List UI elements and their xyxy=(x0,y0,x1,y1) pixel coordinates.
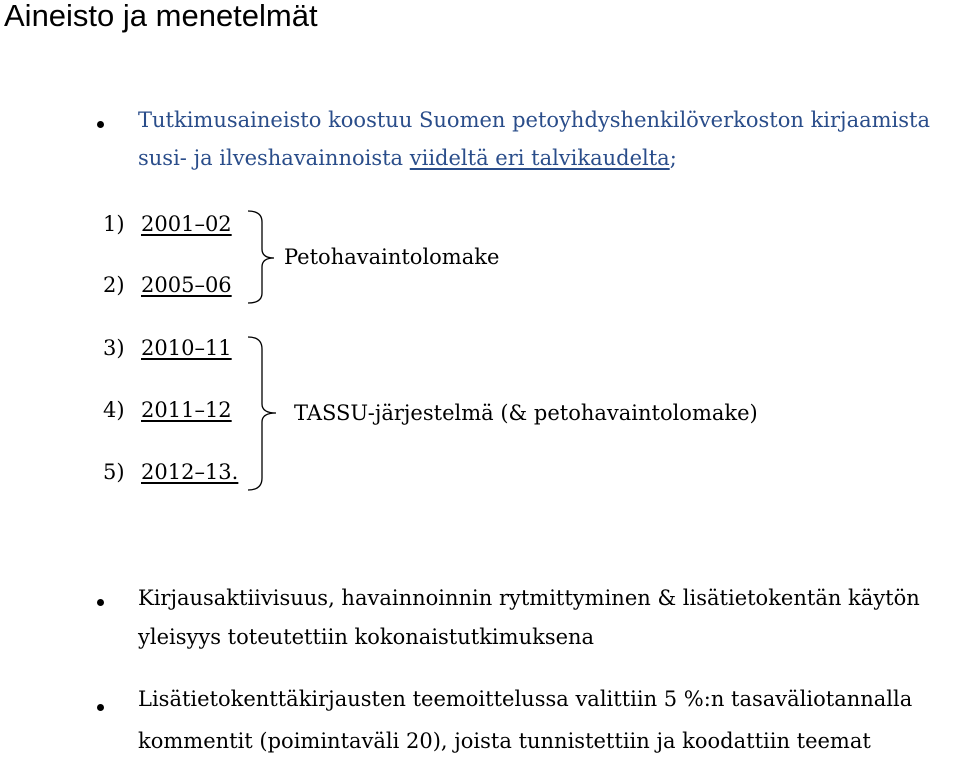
bullet3-line1: Lisätietokenttäkirjausten teemoittelussa valittiin 5 %:n tasaväliotannalla xyxy=(138,687,913,711)
season-number-4: 4) xyxy=(103,398,125,422)
season-number-2: 2) xyxy=(103,273,125,297)
group-label-first: Petohavaintolomake xyxy=(284,245,500,269)
bullet2-line2: yleisyys toteutettiin kokonaistutkimuksena xyxy=(138,625,595,649)
bullet-dot-2 xyxy=(97,599,104,606)
bullet1-line1: Tutkimusaineisto koostuu Suomen petoyhdyshenkilöverkoston kirjaamista xyxy=(138,108,930,132)
bullet1-line2-underlined: viideltä eri talvikaudelta xyxy=(409,146,670,170)
season-number-1: 1) xyxy=(103,212,125,236)
brace-top xyxy=(248,211,274,303)
bullet3-line2: kommentit (poimintaväli 20), joista tunnistettiin ja koodattiin teemat xyxy=(138,729,871,753)
season-number-5: 5) xyxy=(103,460,125,484)
bullet1-line2-pre: susi- ja ilveshavainnoista xyxy=(138,146,410,170)
season-value-4: 2011–12 xyxy=(141,398,232,422)
bullet1-line2-post: ; xyxy=(669,146,677,170)
brace-bottom xyxy=(248,337,276,490)
page-title: Aineisto ja menetelmät xyxy=(4,0,318,33)
season-value-2: 2005–06 xyxy=(141,273,232,297)
season-number-3: 3) xyxy=(103,336,125,360)
season-value-3: 2010–11 xyxy=(141,336,232,360)
bullet2-line1: Kirjausaktiivisuus, havainnoinnin rytmittyminen & lisätietokentän käytön xyxy=(138,586,920,610)
season-value-5: 2012–13. xyxy=(141,460,239,484)
bullet-dot-3 xyxy=(97,704,104,711)
season-value-1: 2001–02 xyxy=(141,212,232,236)
group-label-second: TASSU-järjestelmä (& petohavaintolomake) xyxy=(294,401,758,425)
